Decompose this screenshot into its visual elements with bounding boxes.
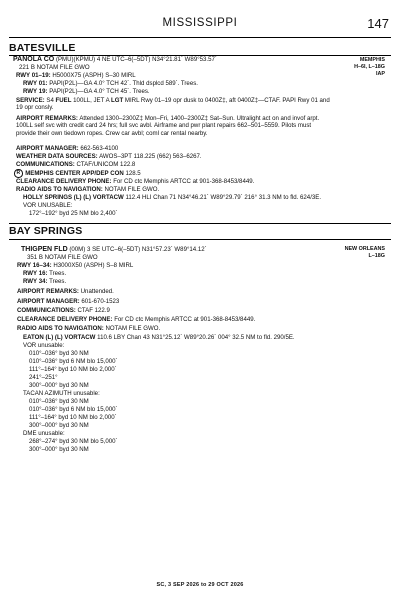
sectional-info-bay-springs xyxy=(345,246,385,260)
airport-ident: (00M) 3 SE UTC–6(–5DT) N31°57.23´ W89°14.12´ xyxy=(69,246,207,253)
tacan-unusable-item: 010°–036° byd 30 NM xyxy=(29,398,89,405)
iap-label: IAP xyxy=(376,70,385,77)
radio-aids-label: RADIO AIDS TO NAVIGATION: xyxy=(17,325,104,332)
service-label: SERVICE: xyxy=(16,97,45,104)
airport-name[interactable]: THIGPEN FLD xyxy=(21,246,68,253)
chart-ids: L–18G xyxy=(368,252,385,259)
rwy16-label: RWY 16: xyxy=(23,270,48,277)
radio-aids-detail: NOTAM FILE GWO. xyxy=(104,186,160,193)
radio-aids-line xyxy=(16,186,159,193)
manager-label: AIRPORT MANAGER: xyxy=(17,298,80,305)
remarks-detail: Unattended. xyxy=(80,288,114,295)
rwy01-line xyxy=(23,80,198,87)
sectional-name: MEMPHIS xyxy=(359,57,385,63)
runway-line xyxy=(17,262,133,269)
airport-ident-line xyxy=(13,56,217,63)
vor-unusable-item: 010°–036° byd 30 NM xyxy=(29,350,89,357)
rwy16-line xyxy=(23,270,66,277)
approach-line xyxy=(14,169,141,178)
navaid-label: EATON (L) (L) VORTACW xyxy=(23,334,96,341)
navaid-detail: 110.6 LBY Chan 43 N31°25.12´ W89°20.26´ 004° 32.5 NM to fld. 290/5E. xyxy=(97,334,295,341)
comm-detail: CTAF 122.9 xyxy=(77,307,110,314)
vor-unusable-item: 300°–000° byd 30 NM xyxy=(29,382,89,389)
sectional-info-batesville xyxy=(354,57,385,77)
city-heading-batesville: BATESVILLE xyxy=(9,42,76,54)
vor-unusable-label: VOR UNUSABLE: xyxy=(23,202,73,209)
clearance-detail: For CD ctc Memphis ARTCC at 901-368-8453/8449. xyxy=(113,178,255,185)
clearance-line xyxy=(17,316,255,323)
service-block xyxy=(16,97,332,112)
comm-label: COMMUNICATIONS: xyxy=(17,307,76,314)
radio-aids-label: RADIO AIDS TO NAVIGATION: xyxy=(16,186,103,193)
navaid-label: HOLLY SPRINGS (L) (L) VORTACW xyxy=(23,194,124,201)
chart-ids: H–6I, L–18G xyxy=(354,63,385,70)
navaid-line xyxy=(23,334,295,341)
service-s: S4 xyxy=(46,97,54,104)
dme-unusable-item: 268°–274° byd 30 NM blo 5,000´ xyxy=(29,438,118,445)
page-number: 147 xyxy=(367,16,389,31)
weather-line xyxy=(16,153,202,160)
rwy01-label: RWY 01: xyxy=(23,80,48,87)
radio-aids-detail: NOTAM FILE GWO. xyxy=(105,325,161,332)
manager-detail: 662-563-4100 xyxy=(80,145,119,152)
rwy19-detail: PAPI(P2L)—GA 4.0° TCH 45´. Trees. xyxy=(49,88,150,95)
rwy34-label: RWY 34: xyxy=(23,278,48,285)
remarks-detail: Attended 1300–2300Z‡ Mon–Fri, 1400–2300Z‡ Sat–Sun. Ultralight act on and invof arpt. 100LL self svc with credit card 24 hrs; full svc avbl. Airframe and pwr plant repairs 662–501–5559. Pilots must provide their own tiedown ropes. Crew car avbl; coml car rental nearby. xyxy=(16,115,320,137)
clearance-label: CLEARANCE DELIVERY PHONE: xyxy=(17,316,113,323)
comm-line xyxy=(16,161,135,168)
airport-ident: (PMU)(KPMU) 4 NE UTC–6(–5DT) N34°21.81´ W89°53.57´ xyxy=(55,56,217,63)
comm-detail: CTAF/UNICOM 122.8 xyxy=(76,161,136,168)
manager-line xyxy=(17,298,119,305)
runway-line xyxy=(16,72,136,79)
weather-label: WEATHER DATA SOURCES: xyxy=(16,153,98,160)
runway-label: RWY 01–19: xyxy=(16,72,51,79)
chart-supplement-page xyxy=(9,0,391,604)
airport-elev-line: 221 B NOTAM FILE GWO xyxy=(19,64,90,71)
weather-detail: AWOS–3PT 118.225 (662) 563–6267. xyxy=(99,153,202,160)
rwy34-line xyxy=(23,278,66,285)
vor-unusable-item: 241°–251° xyxy=(29,374,58,381)
section-rule-bay-springs xyxy=(9,223,391,224)
rwy19-label: RWY 19: xyxy=(23,88,48,95)
comm-line xyxy=(17,307,110,314)
fuel-label: FUEL xyxy=(55,97,72,104)
tacan-unusable-item: 111°–164° byd 10 NM blo 2,000´ xyxy=(29,414,117,421)
clearance-detail: For CD ctc Memphis ARTCC at 901-368-8453/8449. xyxy=(114,316,256,323)
radar-badge-icon: R xyxy=(14,169,23,178)
remarks-label: AIRPORT REMARKS: xyxy=(16,115,78,122)
radio-aids-line xyxy=(17,325,160,332)
rwy19-line xyxy=(23,88,150,95)
dme-unusable-item: 300°–000° byd 30 NM xyxy=(29,446,89,453)
city-heading-bay-springs: BAY SPRINGS xyxy=(9,225,83,237)
runway-detail: H3000X50 (ASPH) S–8 MIRL xyxy=(53,262,134,269)
rwy16-detail: Trees. xyxy=(49,270,67,277)
navaid-line xyxy=(23,194,321,201)
lgt-detail: MIRL Rwy 01–19 opr dusk to 0400Z‡, aft 0400Z‡—CTAF. PAPI Rwy 01 and 19 opr consly. xyxy=(16,97,330,112)
manager-label: AIRPORT MANAGER: xyxy=(16,145,79,152)
clearance-line xyxy=(16,178,254,185)
vor-unusable-item: 111°–164° byd 10 NM blo 2,000´ xyxy=(29,366,117,373)
airport-ident-line xyxy=(21,246,207,253)
manager-line xyxy=(16,145,118,152)
tacan-unusable-item: 010°–036° byd 6 NM blo 15,000´ xyxy=(29,406,118,413)
vor-unusable-label: VOR unusable: xyxy=(23,342,65,349)
vor-unusable-item: 172°–192° byd 25 NM blo 2,400´ xyxy=(29,210,118,217)
approach-freq: 128.5 xyxy=(125,169,141,177)
manager-detail: 601-670-1523 xyxy=(81,298,120,305)
airport-name[interactable]: PANOLA CO xyxy=(13,56,55,63)
rwy34-detail: Trees. xyxy=(49,278,67,285)
comm-label: COMMUNICATIONS: xyxy=(16,161,75,168)
city-rule-bay-springs xyxy=(9,239,391,240)
fuel-detail: 100LL, JET A xyxy=(73,97,110,104)
airport-elev-line: 351 B NOTAM FILE GWO xyxy=(27,254,98,261)
remarks-block xyxy=(16,115,332,137)
dme-unusable-label: DME unusable: xyxy=(23,430,65,437)
header-rule xyxy=(9,37,391,38)
navaid-detail: 112.4 HLI Chan 71 N34°46.21´ W89°29.79´ 216° 31.3 NM to fld. 624/3E. xyxy=(125,194,322,201)
remarks-label: AIRPORT REMARKS: xyxy=(17,288,79,295)
tacan-unusable-label: TACAN AZIMUTH unusable: xyxy=(23,390,100,397)
tacan-unusable-item: 300°–000° byd 30 NM xyxy=(29,422,89,429)
remarks-line xyxy=(17,288,114,295)
sectional-name: NEW ORLEANS xyxy=(344,246,385,252)
clearance-label: CLEARANCE DELIVERY PHONE: xyxy=(16,178,112,185)
vor-unusable-item: 010°–036° byd 6 NM blo 15,000´ xyxy=(29,358,118,365)
runway-detail: H5000X75 (ASPH) S–30 MIRL xyxy=(52,72,136,79)
page-header xyxy=(9,17,391,35)
state-title: MISSISSIPPI xyxy=(162,17,238,29)
effective-dates-footer: SC, 3 SEP 2026 to 29 OCT 2026 xyxy=(156,582,244,588)
approach-label: MEMPHIS CENTER APP/DEP CON xyxy=(25,169,124,177)
runway-label: RWY 16–34: xyxy=(17,262,52,269)
rwy01-detail: PAPI(P2L)—GA 4.0° TCH 42´. Thld dsplcd 589´. Trees. xyxy=(49,80,198,87)
lgt-label: LGT xyxy=(111,97,124,104)
